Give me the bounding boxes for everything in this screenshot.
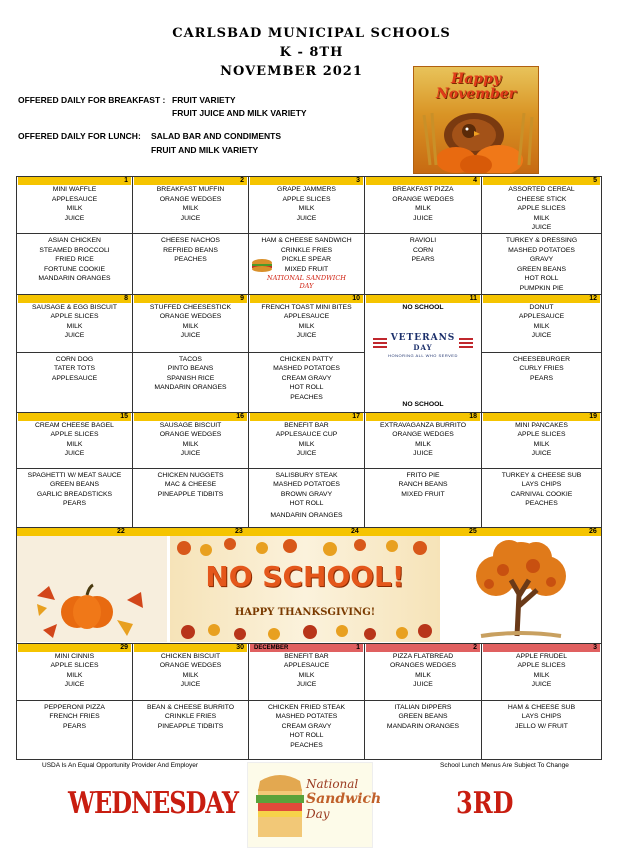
menu-item: CORN DOG <box>55 355 94 363</box>
menu-item: PEACHES <box>525 500 558 508</box>
date-number: 4 <box>366 177 480 185</box>
day-cell <box>133 700 249 759</box>
menu-item: HOT ROLL <box>289 500 324 508</box>
national-sandwich-day-logo <box>247 762 382 848</box>
date-number: 8 <box>18 295 131 303</box>
menu-item: BENEFIT BAR <box>284 421 329 429</box>
menu-item: MILK <box>415 440 431 448</box>
date-number: 1 <box>356 643 360 651</box>
nsd-line2: Sandwich <box>306 791 382 807</box>
sandwich-day-label: DAY <box>299 282 314 291</box>
menu-item: MILK <box>533 214 550 222</box>
menu-item: APPLESAUCE CUP <box>275 431 338 439</box>
menu-item: MINI WAFFLE <box>52 186 97 193</box>
menu-item: HOT ROLL <box>289 732 324 740</box>
menu-item: CHICKEN PATTY <box>279 355 334 363</box>
menu-item: PINTO BEANS <box>167 365 214 373</box>
week1-lunch-row <box>17 234 602 295</box>
menu-item: MASHED POTATOES <box>273 365 340 373</box>
menu-item: PEACHES <box>174 256 207 264</box>
menu-item: ITALIAN DIPPERS <box>394 703 452 711</box>
turkey-pumpkin-icon <box>414 105 539 174</box>
menu-item: JUICE <box>296 214 317 222</box>
menu-item: HOT ROLL <box>289 384 324 392</box>
wednesday-label: WEDNESDAY <box>68 784 238 821</box>
grade-range: K - 8TH <box>279 45 344 60</box>
menu-item: BREAKFAST PIZZA <box>392 186 454 193</box>
menu-item: BREAKFAST MUFFIN <box>156 186 225 193</box>
menu-item: MANDARIN ORANGES <box>270 511 343 519</box>
day-cell <box>365 468 482 527</box>
day-cell <box>133 177 249 234</box>
menu-item: MIXED FRUIT <box>401 490 445 498</box>
day-cell <box>133 412 249 468</box>
month-label: DECEMBER <box>254 644 289 651</box>
menu-item: MILK <box>298 205 315 213</box>
menu-item: SALISBURY STEAK <box>275 471 338 479</box>
menu-item: JUICE <box>180 450 201 458</box>
menu-item: APPLE SLICES <box>517 205 566 213</box>
day-cell <box>17 234 133 295</box>
menu-item: CHEESE NACHOS <box>161 237 220 244</box>
day-cell <box>17 177 133 234</box>
menu-item: TURKEY & CHEESE SUB <box>501 471 582 479</box>
menu-item: HOT ROLL <box>524 275 559 283</box>
day-cell <box>133 643 249 700</box>
menu-item: CRINKLE FRIES <box>164 713 217 721</box>
menu-item: APPLE SLICES <box>282 195 331 203</box>
menu-item: PEARS <box>62 500 87 508</box>
week2-lunch-row <box>17 352 602 412</box>
third-label: 3RD <box>456 784 514 821</box>
day-cell <box>365 700 482 759</box>
menu-item: APPLE SLICES <box>50 662 99 670</box>
menu-item: APPLESAUCE <box>51 195 98 203</box>
date-number: 15 <box>18 413 131 421</box>
menu-item: APPLE SLICES <box>50 313 99 321</box>
menu-item: TATER TOTS <box>53 365 96 373</box>
week4-thanksgiving-row <box>17 527 602 643</box>
menu-item: PEARS <box>411 256 435 264</box>
day-cell <box>365 177 482 234</box>
menu-item: CHICKEN BISCUIT <box>160 652 221 660</box>
day-cell <box>482 643 602 700</box>
day-cell <box>482 468 602 527</box>
date-number <box>250 644 363 652</box>
date-number: 10 <box>250 295 363 303</box>
menu-item: MANDARIN ORANGES <box>154 384 227 392</box>
breakfast-line2: FRUIT JUICE AND MILK VARIETY <box>172 108 307 118</box>
pumpkin-panel <box>17 536 167 642</box>
menu-item: ORANGE WEDGES <box>392 195 454 203</box>
day-cell <box>17 412 133 468</box>
date-number: 25 <box>469 527 477 535</box>
menu-item: GREEN BEANS <box>516 265 567 273</box>
menu-item: PEARS <box>62 722 87 730</box>
menu-item: CRINKLE FRIES <box>280 246 333 254</box>
pumpkin-icon <box>17 536 167 642</box>
week3-breakfast-row <box>17 412 602 468</box>
day-cell <box>482 294 602 352</box>
menu-item: SAUSAGE BISCUIT <box>159 421 222 429</box>
menu-item: ORANGE WEDGES <box>159 313 222 321</box>
menu-item: SAUSAGE & EGG BISCUIT <box>32 303 117 311</box>
nsd-line1: National <box>306 777 359 791</box>
menu-item: REFRIED BEANS <box>163 246 218 254</box>
menu-calendar <box>16 176 602 760</box>
day-cell <box>249 294 365 352</box>
menu-item: MINI PANCAKES <box>515 421 568 429</box>
menu-item: EXTRAVAGANZA BURRITO <box>379 421 467 429</box>
menu-item: MILK <box>533 671 550 679</box>
menu-item: MILK <box>66 322 83 330</box>
menu-item: GREEN BEANS <box>398 713 448 721</box>
menu-item: BROWN GRAVY <box>280 490 333 498</box>
day-cell <box>133 234 249 295</box>
veterans-day-cell <box>365 294 482 412</box>
menu-item: MILK <box>298 671 315 679</box>
menu-item: GRAVY <box>529 256 554 264</box>
day-cell <box>17 468 133 527</box>
veterans-sub: HONORING ALL WHO SERVED <box>388 352 458 358</box>
day-cell <box>482 234 602 295</box>
menu-item: PEPPERONI PIZZA <box>44 703 105 711</box>
day-cell <box>249 700 365 759</box>
week5-breakfast-row <box>17 643 602 700</box>
day-cell <box>17 352 133 412</box>
menu-item: SPAGHETTI W/ MEAT SAUCE <box>27 471 122 479</box>
menu-item: LAYS CHIPS <box>521 481 562 489</box>
menu-item: BEAN & CHEESE BURRITO <box>146 703 235 711</box>
menu-item: PUMPKIN PIE <box>519 284 564 292</box>
menu-item: PICKLE SPEAR <box>281 256 332 264</box>
autumn-tree-icon <box>441 536 601 642</box>
lunch-line2: FRUIT AND MILK VARIETY <box>151 145 259 155</box>
date-number: 23 <box>235 527 243 535</box>
menu-item: MANDARIN ORANGES <box>386 722 460 730</box>
day-cell <box>249 643 365 700</box>
menu-item: CHICKEN NUGGETS <box>157 471 224 479</box>
menu-item: PINEAPPLE TIDBITS <box>157 722 224 730</box>
menu-item: APPLE SLICES <box>517 662 566 670</box>
nsd-line3: Day <box>306 807 330 821</box>
menu-item: RAVIOLI <box>409 237 437 244</box>
menu-item: APPLE SLICES <box>50 431 99 439</box>
menu-item: CORN <box>412 246 433 254</box>
menu-item: MILK <box>182 322 199 330</box>
banner-line1: Happy <box>450 71 501 87</box>
date-number: 1 <box>18 177 131 185</box>
menu-item: FORTUNE COOKIE <box>43 265 106 273</box>
menu-item: JUICE <box>531 681 552 689</box>
day-cell <box>133 294 249 352</box>
menu-item: CREAM CHEESE BAGEL <box>35 421 114 429</box>
menu-item: JUICE <box>64 450 85 458</box>
menu-item: PIZZA FLATBREAD <box>392 652 454 660</box>
veterans-day: DAY <box>413 342 433 352</box>
date-number: 2 <box>134 177 247 185</box>
day-cell <box>17 643 133 700</box>
menu-item: FRITO PIE <box>406 471 440 479</box>
menu-item: TACOS <box>179 355 202 363</box>
no-school-panel <box>170 536 440 642</box>
menu-item: JUICE <box>64 332 85 340</box>
sandwich-day-label: NATIONAL SANDWICH <box>267 274 346 283</box>
banner-line2: November <box>435 86 517 102</box>
menu-item: JUICE <box>296 332 317 340</box>
menu-item: MILK <box>415 205 431 213</box>
menu-item: MANDARIN ORANGES <box>38 275 111 283</box>
menu-item: LAYS CHIPS <box>521 713 562 721</box>
date-number: 29 <box>18 644 131 652</box>
menu-item: APPLE SLICES <box>517 431 566 439</box>
menu-item: CURLY FRIES <box>519 365 564 373</box>
menu-item: MILK <box>66 205 83 213</box>
district-title: CARLSBAD MUNICIPAL SCHOOLS <box>172 26 451 41</box>
menu-item: MILK <box>182 440 199 448</box>
thanksgiving-break-cell <box>17 527 602 643</box>
menu-item: CHICKEN FRIED STEAK <box>267 703 346 711</box>
menu-item: FRIED RICE <box>55 256 94 264</box>
no-school-heading: NO SCHOOL! <box>205 559 405 593</box>
day-cell <box>365 412 482 468</box>
usda-notice: USDA Is An Equal Opportunity Provider And Employer <box>42 762 199 769</box>
day-cell <box>365 643 482 700</box>
menu-item: ASSORTED CEREAL <box>508 186 575 193</box>
menu-item: MASHED POTATOES <box>273 481 340 489</box>
day-cell <box>249 352 365 412</box>
menu-item: ASIAN CHICKEN <box>48 237 101 244</box>
menu-item: JUICE <box>413 450 433 458</box>
menu-item: FRENCH FRIES <box>49 713 100 721</box>
lunch-label: OFFERED DAILY FOR LUNCH: <box>18 131 141 141</box>
day-cell <box>482 177 602 234</box>
menu-item: PEACHES <box>290 741 323 749</box>
menu-item: APPLESAUCE <box>518 313 565 321</box>
menu-item: APPLESAUCE <box>51 374 98 382</box>
date-number: 16 <box>134 413 247 421</box>
menu-item: DONUT <box>529 303 554 311</box>
veterans-title: VETERANS <box>390 333 456 344</box>
sandwich-icon <box>251 258 273 272</box>
menu-item: JUICE <box>413 214 433 222</box>
menu-item: APPLESAUCE <box>283 662 330 670</box>
no-school-label: NO SCHOOL <box>402 400 444 408</box>
week5-lunch-row <box>17 700 602 759</box>
date-number: 24 <box>351 527 359 535</box>
menu-item: MILK <box>533 440 550 448</box>
breakfast-line1: FRUIT VARIETY <box>172 95 236 105</box>
subject-to-change-notice: School Lunch Menus Are Subject To Change <box>440 762 569 769</box>
date-number: 9 <box>134 295 247 303</box>
menu-item: ORANGE WEDGES <box>159 195 222 203</box>
menu-item: CARNIVAL COOKIE <box>510 490 573 498</box>
week2-breakfast-row <box>17 294 602 352</box>
lunch-line1: SALAD BAR AND CONDIMENTS <box>151 131 282 141</box>
date-number: 26 <box>589 527 597 535</box>
menu-item: APPLE FRUDEL <box>516 652 567 660</box>
menu-item: CHEESEBURGER <box>512 355 571 363</box>
date-number: 30 <box>134 644 247 652</box>
menu-item: MIXED FRUIT <box>284 265 329 273</box>
menu-item: ORANGE WEDGES <box>392 431 454 439</box>
no-school-label: NO SCHOOL <box>402 303 444 311</box>
menu-item: MILK <box>298 322 315 330</box>
date-number: 18 <box>366 413 480 421</box>
menu-item: MILK <box>298 440 315 448</box>
date-number: 11 <box>366 295 480 303</box>
menu-item: STEAMED BROCCOLI <box>39 246 110 254</box>
date-number: 2 <box>366 644 480 652</box>
menu-item: MILK <box>66 440 83 448</box>
menu-item: MILK <box>533 322 550 330</box>
date-number: 5 <box>483 177 600 185</box>
day-cell <box>249 177 365 234</box>
menu-item: PEACHES <box>290 393 323 401</box>
day-cell <box>133 468 249 527</box>
sandwich-icon <box>252 767 308 847</box>
menu-item: MILK <box>182 205 199 213</box>
day-cell <box>17 294 133 352</box>
menu-item: JUICE <box>64 681 85 689</box>
date-number: 12 <box>483 295 600 303</box>
menu-item: JUICE <box>64 214 85 222</box>
happy-november-banner <box>413 66 539 174</box>
week3-lunch-row <box>17 468 602 527</box>
menu-item: JUICE <box>296 681 317 689</box>
menu-item: CHEESE STICK <box>516 195 567 203</box>
menu-item: MAC & CHEESE <box>164 481 217 489</box>
menu-item: MILK <box>66 671 83 679</box>
menu-item: GRAPE JAMMERS <box>277 186 336 193</box>
day-cell <box>249 234 365 295</box>
menu-item: JUICE <box>531 224 552 232</box>
menu-item: STUFFED CHEESESTICK <box>149 303 232 311</box>
menu-item: MILK <box>415 671 431 679</box>
menu-item: APPLESAUCE <box>283 313 330 321</box>
menu-item: MASHED POTATES <box>275 713 338 721</box>
menu-item: GARLIC BREADSTICKS <box>36 490 113 498</box>
menu-item: ORANGES WEDGES <box>389 662 457 670</box>
menu-item: FRENCH TOAST MINI BITES <box>261 303 352 311</box>
menu-item: PINEAPPLE TIDBITS <box>157 490 224 498</box>
date-number: 22 <box>117 527 125 535</box>
menu-item: CREAM GRAVY <box>281 374 332 382</box>
menu-item: MINI CINNIS <box>54 652 95 660</box>
menu-item: JUICE <box>180 214 201 222</box>
menu-item: GREEN BEANS <box>49 481 100 489</box>
veterans-day-logo <box>373 334 473 360</box>
menu-item: SPANISH RICE <box>166 374 215 382</box>
week1-breakfast-row <box>17 177 602 234</box>
menu-item: MASHED POTATOES <box>508 246 575 254</box>
date-number: 3 <box>250 177 363 185</box>
menu-item: JUICE <box>531 332 552 340</box>
menu-item: ORANGE WEDGES <box>159 431 222 439</box>
day-cell <box>482 700 602 759</box>
menu-item: JUICE <box>180 332 201 340</box>
menu-item: ORANGE WEDGES <box>159 662 222 670</box>
menu-item: RANCH BEANS <box>398 481 448 489</box>
day-cell <box>17 700 133 759</box>
date-number: 17 <box>250 413 363 421</box>
menu-item: JELLO W/ FRUIT <box>515 722 568 730</box>
menu-item: CREAM GRAVY <box>281 722 332 730</box>
menu-item: BENEFIT BAR <box>284 652 329 660</box>
menu-item: PEARS <box>529 374 554 382</box>
menu-item: JUICE <box>413 681 433 689</box>
menu-item: HAM & CHEESE SUB <box>507 703 576 711</box>
menu-item: JUICE <box>296 450 317 458</box>
date-number: 3 <box>483 644 600 652</box>
menu-item: MILK <box>182 671 199 679</box>
date-number: 19 <box>483 413 600 421</box>
menu-item: JUICE <box>180 681 201 689</box>
autumn-tree-panel <box>441 536 601 642</box>
day-cell <box>249 468 365 527</box>
day-cell <box>482 412 602 468</box>
breakfast-label: OFFERED DAILY FOR BREAKFAST : <box>18 95 166 105</box>
menu-item: HAM & CHEESE SANDWICH <box>261 237 352 244</box>
day-cell <box>482 352 602 412</box>
day-cell <box>249 412 365 468</box>
menu-item: TURKEY & DRESSING <box>505 237 578 244</box>
menu-item: JUICE <box>531 450 552 458</box>
day-cell <box>133 352 249 412</box>
menu-month: NOVEMBER 2021 <box>220 64 363 79</box>
day-cell <box>365 234 482 295</box>
happy-thanksgiving-label: HAPPY THANKSGIVING! <box>234 606 376 618</box>
